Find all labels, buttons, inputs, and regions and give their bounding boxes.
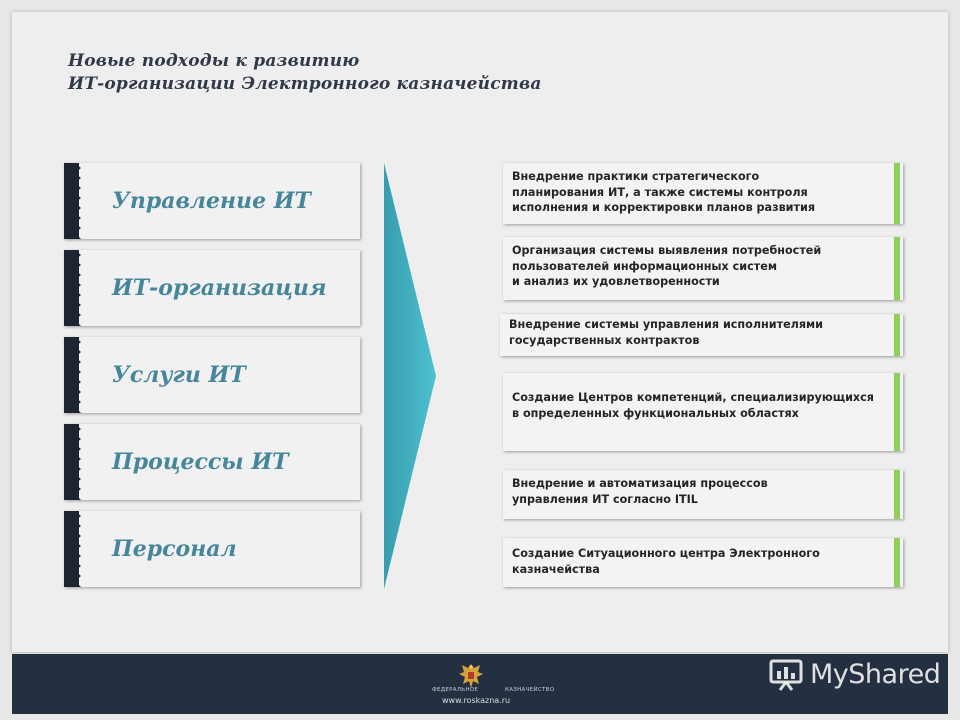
zigzag-strip [64, 163, 79, 239]
right-item-text: Внедрение и автоматизация процессов управления ИТ согласно ITIL [512, 477, 768, 506]
left-item-management [64, 163, 360, 239]
right-item-itil-automation [503, 470, 903, 519]
left-item-label: Управление ИТ [112, 188, 311, 214]
eagle-emblem-icon [458, 662, 484, 690]
left-item-label: Услуги ИТ [112, 362, 246, 388]
zigzag-strip [64, 250, 79, 326]
left-item-it-organization [64, 250, 360, 326]
right-item-competence-centers [503, 373, 903, 451]
right-item-text: Внедрение практики стратегического планирования ИТ, а также системы контроля исполнения и корректировки планов развития [512, 170, 816, 214]
left-item-label: ИТ-организация [112, 275, 327, 301]
watermark-text: MyShared [810, 658, 941, 690]
emblem-caption-left: ФЕДЕРАЛЬНОЕ [432, 687, 479, 693]
right-item-text: Создание Центров компетенций, специализирующихся в определенных функциональных областях [512, 391, 874, 420]
green-accent-bar [894, 373, 900, 451]
right-item-text: Организация системы выявления потребностей пользователей информационных систем и анализ их удовлетворенности [512, 244, 822, 288]
right-item-text: Внедрение системы управления исполнителями государственных контрактов [509, 318, 824, 347]
left-item-personnel [64, 511, 360, 587]
site-url[interactable]: www.roskazna.ru [442, 696, 511, 705]
presentation-board-icon [768, 656, 804, 692]
green-accent-bar [894, 538, 900, 587]
right-item-user-needs [503, 237, 903, 300]
right-item-contractors [500, 314, 903, 356]
title-line-1: Новые подходы к развитию [68, 51, 360, 71]
slide-title [68, 50, 542, 96]
green-accent-bar [894, 314, 900, 356]
left-item-label: Процессы ИТ [112, 449, 289, 475]
right-item-situation-center [503, 538, 903, 587]
chevron-arrow-icon [384, 163, 438, 589]
zigzag-strip [64, 424, 79, 500]
watermark [768, 656, 940, 692]
left-item-it-services [64, 337, 360, 413]
emblem-caption-right: КАЗНАЧЕЙСТВО [505, 687, 555, 693]
right-item-strategic-planning [503, 163, 903, 224]
green-accent-bar [894, 163, 900, 224]
green-accent-bar [894, 470, 900, 519]
zigzag-strip [64, 511, 79, 587]
title-line-2: ИТ-организации Электронного казначейства [68, 74, 542, 94]
zigzag-strip [64, 337, 79, 413]
left-item-label: Персонал [112, 536, 237, 562]
left-item-it-processes [64, 424, 360, 500]
right-item-text: Создание Ситуационного центра Электронного казначейства [512, 547, 820, 576]
green-accent-bar [894, 237, 900, 300]
